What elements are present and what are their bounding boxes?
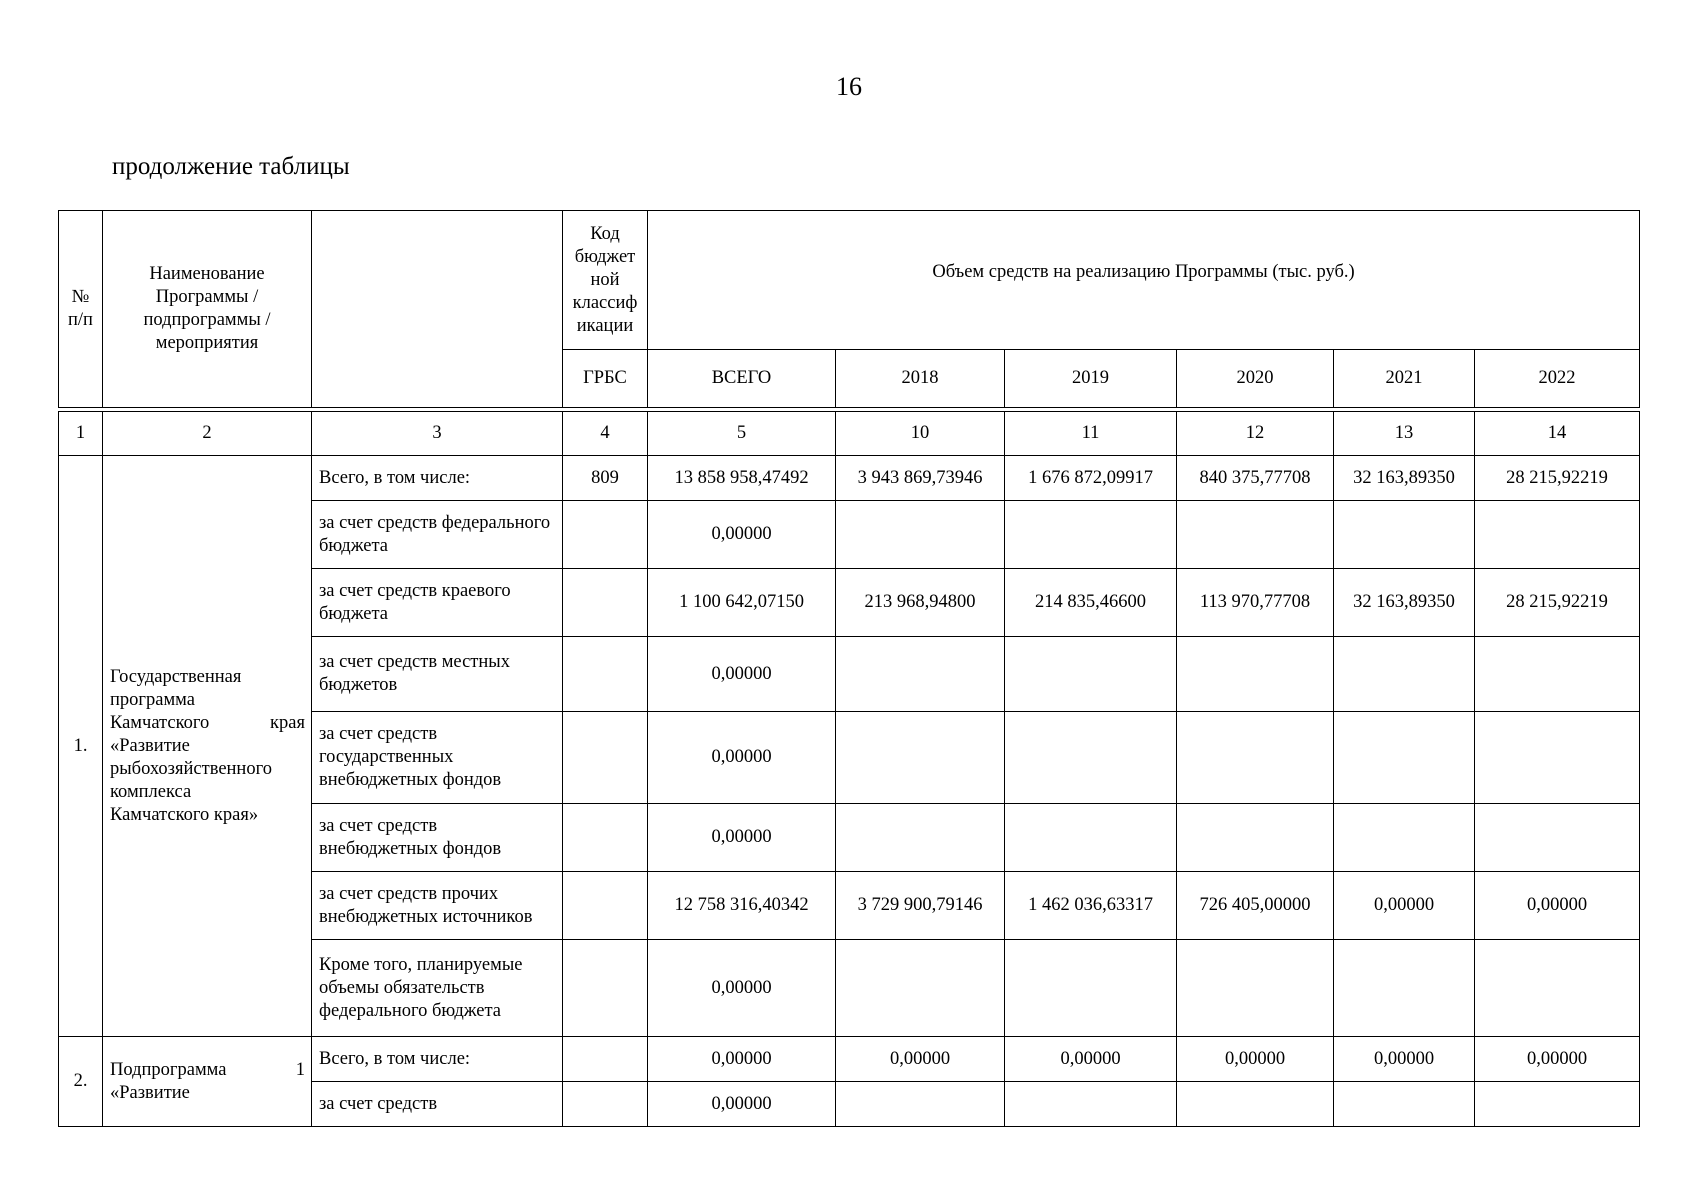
value-2021: 0,00000	[1334, 1037, 1475, 1082]
value-2022: 0,00000	[1475, 1037, 1640, 1082]
value-2021: 32 163,89350	[1334, 569, 1475, 637]
program-1-name-line: «Развитие	[110, 735, 190, 756]
column-number: 13	[1334, 412, 1475, 456]
value-2022	[1475, 804, 1640, 872]
page-number: 16	[836, 72, 862, 101]
column-number: 1	[59, 412, 103, 456]
grbs-code	[563, 872, 648, 940]
value-2020: 840 375,77708	[1177, 456, 1334, 501]
header-code: Код бюджет ной классиф икации	[563, 211, 648, 350]
funding-source: за счет средств внебюджетных фондов	[312, 804, 563, 872]
column-number: 11	[1005, 412, 1177, 456]
value-2021	[1334, 712, 1475, 804]
funding-source: Всего, в том числе:	[312, 456, 563, 501]
total-value: 0,00000	[648, 940, 836, 1037]
continuation-label: продолжение таблицы	[112, 153, 350, 180]
grbs-code	[563, 1037, 648, 1082]
column-number: 3	[312, 412, 563, 456]
value-2019: 214 835,46600	[1005, 569, 1177, 637]
total-value: 0,00000	[648, 712, 836, 804]
total-value: 0,00000	[648, 804, 836, 872]
value-2021	[1334, 637, 1475, 712]
funding-source: за счет средств федерального бюджета	[312, 501, 563, 569]
value-2019	[1005, 804, 1177, 872]
value-2022: 28 215,92219	[1475, 456, 1640, 501]
program-1-name-line: Государственная	[110, 666, 242, 687]
program-2-name-line: Подпрограмма 1	[110, 1059, 305, 1080]
value-2021: 0,00000	[1334, 872, 1475, 940]
value-2020	[1177, 501, 1334, 569]
funding-source: за счет средств государственных внебюджетных фондов	[312, 712, 563, 804]
value-2019	[1005, 637, 1177, 712]
header-num: № п/п	[59, 211, 103, 408]
total-value: 0,00000	[648, 637, 836, 712]
value-2018	[836, 637, 1005, 712]
header-source	[312, 211, 563, 408]
value-2018: 213 968,94800	[836, 569, 1005, 637]
value-2020	[1177, 1082, 1334, 1127]
program-1-name-line: программа	[110, 689, 195, 710]
header-name: Наименование Программы / подпрограммы / мероприятия	[103, 211, 312, 408]
column-number: 2	[103, 412, 312, 456]
value-2020	[1177, 940, 1334, 1037]
total-value: 1 100 642,07150	[648, 569, 836, 637]
header-2020: 2020	[1177, 350, 1334, 408]
value-2022	[1475, 501, 1640, 569]
value-2021	[1334, 1082, 1475, 1127]
value-2018: 0,00000	[836, 1037, 1005, 1082]
value-2019	[1005, 940, 1177, 1037]
total-value: 0,00000	[648, 1037, 836, 1082]
program-2-name	[103, 1037, 312, 1127]
value-2021: 32 163,89350	[1334, 456, 1475, 501]
column-number: 14	[1475, 412, 1640, 456]
value-2019	[1005, 712, 1177, 804]
value-2021	[1334, 501, 1475, 569]
total-value: 0,00000	[648, 501, 836, 569]
value-2018	[836, 940, 1005, 1037]
program-2-name-line: «Развитие	[110, 1082, 190, 1103]
header-row	[59, 211, 1640, 350]
header-2019: 2019	[1005, 350, 1177, 408]
value-2018	[836, 1082, 1005, 1127]
value-2018	[836, 712, 1005, 804]
column-number: 10	[836, 412, 1005, 456]
value-2019	[1005, 1082, 1177, 1127]
program-1-name-line: комплекса	[110, 781, 192, 802]
header-grbs: ГРБС	[563, 350, 648, 408]
funding-source: Кроме того, планируемые объемы обязательств федерального бюджета	[312, 940, 563, 1037]
value-2018	[836, 804, 1005, 872]
total-value: 0,00000	[648, 1082, 836, 1127]
grbs-code	[563, 501, 648, 569]
header-2022: 2022	[1475, 350, 1640, 408]
grbs-code	[563, 804, 648, 872]
column-number: 12	[1177, 412, 1334, 456]
program-1-name	[103, 456, 312, 1037]
value-2022: 28 215,92219	[1475, 569, 1640, 637]
grbs-code	[563, 712, 648, 804]
budget-table	[58, 210, 1640, 1127]
header-total: ВСЕГО	[648, 350, 836, 408]
funding-source: за счет средств прочих внебюджетных источников	[312, 872, 563, 940]
grbs-code: 809	[563, 456, 648, 501]
value-2020: 113 970,77708	[1177, 569, 1334, 637]
program-1-number: 1.	[59, 456, 103, 1037]
value-2020	[1177, 637, 1334, 712]
value-2020	[1177, 712, 1334, 804]
value-2022	[1475, 712, 1640, 804]
value-2018: 3 943 869,73946	[836, 456, 1005, 501]
value-2018	[836, 501, 1005, 569]
value-2022	[1475, 637, 1640, 712]
funding-source: за счет средств местных бюджетов	[312, 637, 563, 712]
value-2020: 0,00000	[1177, 1037, 1334, 1082]
value-2019: 1 676 872,09917	[1005, 456, 1177, 501]
header-2021: 2021	[1334, 350, 1475, 408]
column-numbers-row	[59, 412, 1640, 456]
program-1-name-line: рыбохозяйственного	[110, 758, 272, 779]
value-2022	[1475, 1082, 1640, 1127]
value-2022: 0,00000	[1475, 872, 1640, 940]
table-row	[59, 1037, 1640, 1082]
value-2020	[1177, 804, 1334, 872]
table-row	[59, 456, 1640, 501]
grbs-code	[563, 1082, 648, 1127]
value-2020: 726 405,00000	[1177, 872, 1334, 940]
value-2019	[1005, 501, 1177, 569]
column-number: 5	[648, 412, 836, 456]
program-1-name-line: Камчатского края»	[110, 804, 259, 825]
total-value: 13 858 958,47492	[648, 456, 836, 501]
header-volume: Объем средств на реализацию Программы (тыс. руб.)	[648, 211, 1640, 350]
header-2018: 2018	[836, 350, 1005, 408]
grbs-code	[563, 569, 648, 637]
program-1-name-line: Камчатского края	[110, 712, 305, 733]
value-2018: 3 729 900,79146	[836, 872, 1005, 940]
grbs-code	[563, 940, 648, 1037]
funding-source: Всего, в том числе:	[312, 1037, 563, 1082]
value-2019: 0,00000	[1005, 1037, 1177, 1082]
value-2021	[1334, 940, 1475, 1037]
value-2021	[1334, 804, 1475, 872]
program-2-number: 2.	[59, 1037, 103, 1127]
value-2019: 1 462 036,63317	[1005, 872, 1177, 940]
value-2022	[1475, 940, 1640, 1037]
column-number: 4	[563, 412, 648, 456]
funding-source: за счет средств краевого бюджета	[312, 569, 563, 637]
funding-source: за счет средств	[312, 1082, 563, 1127]
total-value: 12 758 316,40342	[648, 872, 836, 940]
grbs-code	[563, 637, 648, 712]
